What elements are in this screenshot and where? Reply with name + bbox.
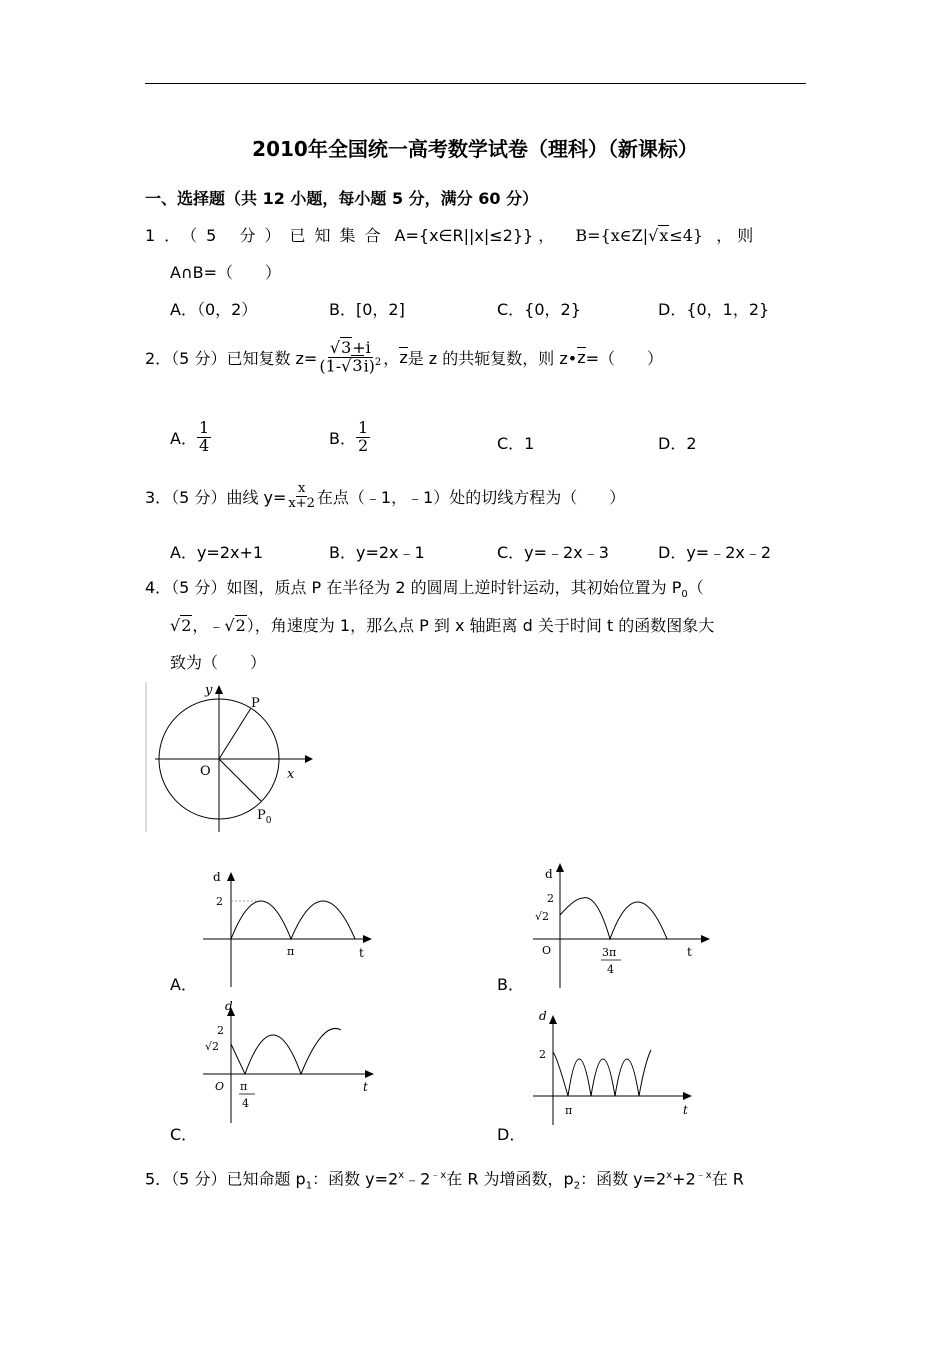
q2-option-c: C．1	[497, 434, 535, 453]
svg-text:π: π	[287, 945, 295, 958]
arrow-icon	[683, 1092, 692, 1100]
svg-text:2: 2	[547, 892, 554, 905]
sqrt-icon: √	[205, 1040, 213, 1053]
svg-text:d: d	[545, 867, 553, 881]
section-heading: 一、选择题（共 12 小题，每小题 5 分，满分 60 分）	[145, 189, 539, 208]
header-rule	[145, 83, 806, 84]
origin-label: O	[200, 764, 211, 779]
y-axis-arrow-icon	[215, 685, 223, 694]
question-1	[145, 223, 753, 246]
p0-label: $P_0$	[257, 808, 272, 826]
q2-stem: 2．（5 分）已知复数 z=	[145, 348, 318, 368]
q3-option-d: D．y=﹣2x﹣2	[658, 543, 772, 562]
question-4-line3: 致为（ ）	[170, 653, 267, 672]
q1-option-b: B．[0，2]	[329, 300, 405, 319]
q1-option-c: C．{0，2}	[497, 300, 581, 319]
svg-text:d: d	[539, 1009, 547, 1023]
radius-p0	[219, 759, 261, 801]
q2-option-a: A． $\frac{1}{4}$	[170, 418, 210, 455]
graph-b-label: B．	[497, 975, 524, 994]
p-label: P	[251, 696, 260, 711]
svg-text:4: 4	[607, 963, 614, 976]
graph-a	[195, 865, 385, 990]
page-title: 2010年全国统一高考数学试卷（理科）（新课标）	[252, 137, 698, 161]
q1-number: 1．（5 分）已知集合	[145, 226, 390, 245]
q2-fraction: $\frac{√3+i}{(1-√3i)^2}$	[319, 338, 382, 376]
q3-stem: 3．（5 分）曲线 y=	[145, 487, 287, 507]
question-4-line2: √2，﹣√2），角速度为 1，那么点 P 到 x 轴距离 d 关于时间 t 的函数图象大	[170, 616, 715, 635]
svg-text:t: t	[683, 1103, 688, 1117]
svg-text:2: 2	[216, 895, 223, 908]
svg-text:π: π	[240, 1080, 248, 1093]
sqrt-icon: √	[648, 226, 659, 245]
graph-d-label: D．	[497, 1125, 526, 1144]
q1-set-a: A={x∈R||x|≤2}}	[394, 226, 534, 245]
q1-option-d: D．{0，1，2}	[658, 300, 770, 319]
svg-text:√2: √2	[205, 1040, 220, 1053]
question-5: 5．（5 分）已知命题 $p_1$：函数 $y=2^x﹣2^{﹣x}$在 R 为增函数，$p_2$：函数 $y=2^x+2^{﹣x}$在 R	[145, 1169, 744, 1192]
q2-option-d: D．2	[658, 434, 697, 453]
svg-text:2: 2	[217, 1024, 224, 1037]
q2-text: 是 z 的共轭复数，则 z•	[407, 348, 578, 368]
y-label: y	[205, 683, 213, 698]
arrow-icon	[365, 1070, 374, 1078]
q3-option-a: A．y=2x+1	[170, 543, 264, 562]
graph-a-label: A．	[170, 975, 197, 994]
question-2	[145, 340, 663, 375]
graph-c-label: C．	[170, 1125, 198, 1144]
q2-option-b: B． $\frac{1}{2}$	[329, 418, 369, 455]
svg-text:3π: 3π	[602, 946, 617, 959]
q1-option-a: A．（0，2）	[170, 300, 258, 319]
svg-text:2: 2	[539, 1048, 546, 1061]
q2-end: =（ ）	[585, 348, 664, 368]
question-4-line1: 4．（5 分）如图，质点 P 在半径为 2 的圆周上逆时针运动，其初始位置为 $P_0$（	[145, 578, 704, 601]
arrow-icon	[556, 863, 564, 872]
q2-zbar2: z	[577, 348, 586, 368]
arrow-icon	[701, 935, 710, 943]
svg-text:t: t	[363, 1080, 368, 1094]
q3-fraction: $\frac{x}{x+2}$	[288, 481, 315, 511]
radius-p	[219, 708, 251, 759]
arrow-icon	[227, 872, 235, 881]
q3-rest: 在点（﹣1，﹣1）处的切线方程为（ ）	[316, 487, 626, 507]
q3-option-b: B．y=2x﹣1	[329, 543, 425, 562]
svg-text:d: d	[225, 1000, 233, 1013]
svg-text:O: O	[215, 1080, 225, 1093]
q1-line2: A∩B=（ ）	[170, 263, 282, 282]
x-label: x	[287, 767, 295, 782]
q2-zbar: z	[399, 348, 408, 368]
sqrt-icon: √	[341, 356, 352, 376]
question-3	[145, 482, 625, 510]
circle-figure	[145, 682, 335, 842]
svg-text:4: 4	[242, 1097, 249, 1110]
svg-text:t: t	[687, 945, 692, 959]
x-axis-arrow-icon	[305, 755, 313, 763]
svg-text:d: d	[213, 870, 221, 884]
sqrt-icon: √	[224, 616, 235, 635]
sqrt-icon: √	[170, 616, 181, 635]
graph-c	[195, 1000, 380, 1125]
graph-d	[525, 1002, 705, 1127]
arrow-icon	[363, 935, 372, 943]
sqrt-icon: √	[329, 338, 341, 357]
svg-text:√2: √2	[535, 910, 550, 923]
q1-set-b: B={x∈Z|√x≤4}	[575, 226, 704, 245]
svg-text:π: π	[565, 1104, 573, 1117]
graph-b	[525, 860, 720, 990]
q1-comma: ，	[538, 226, 555, 245]
svg-text:t: t	[359, 946, 364, 960]
q1-then: ， 则	[716, 226, 754, 245]
q3-option-c: C．y=﹣2x﹣3	[497, 543, 609, 562]
svg-text:O: O	[542, 944, 552, 957]
q2-comma: ，	[383, 348, 400, 368]
arrow-icon	[549, 1015, 557, 1024]
sqrt-icon: √	[535, 910, 543, 923]
